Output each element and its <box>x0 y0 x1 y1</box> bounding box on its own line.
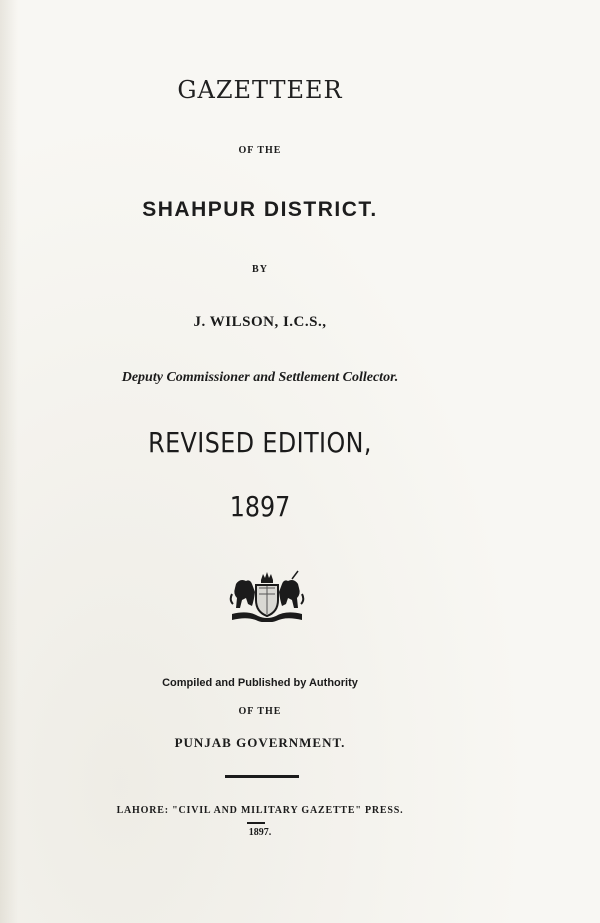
author-name: J. WILSON, I.C.S., <box>193 314 327 330</box>
edition-year: 1897 <box>229 490 291 523</box>
of-the-line-2: OF THE <box>238 706 282 717</box>
compiled-by-line: Compiled and Published by Authority <box>162 677 358 689</box>
royal-coat-of-arms-icon <box>228 570 306 622</box>
gazetteer-title: GAZETTEER <box>177 76 343 104</box>
by-line: BY <box>252 264 268 275</box>
press-imprint: LAHORE: "CIVIL AND MILITARY GAZETTE" PRESS. <box>116 805 404 816</box>
press-year-dash <box>247 822 265 824</box>
divider-rule <box>225 775 299 778</box>
government-name: PUNJAB GOVERNMENT. <box>174 735 346 750</box>
author-position: Deputy Commissioner and Settlement Collector. <box>121 370 399 385</box>
edition-heading: REVISED EDITION, <box>148 426 372 459</box>
press-year: 1897. <box>248 827 272 838</box>
district-name: SHAHPUR DISTRICT. <box>142 198 378 221</box>
of-the-line-1: OF THE <box>238 145 282 156</box>
